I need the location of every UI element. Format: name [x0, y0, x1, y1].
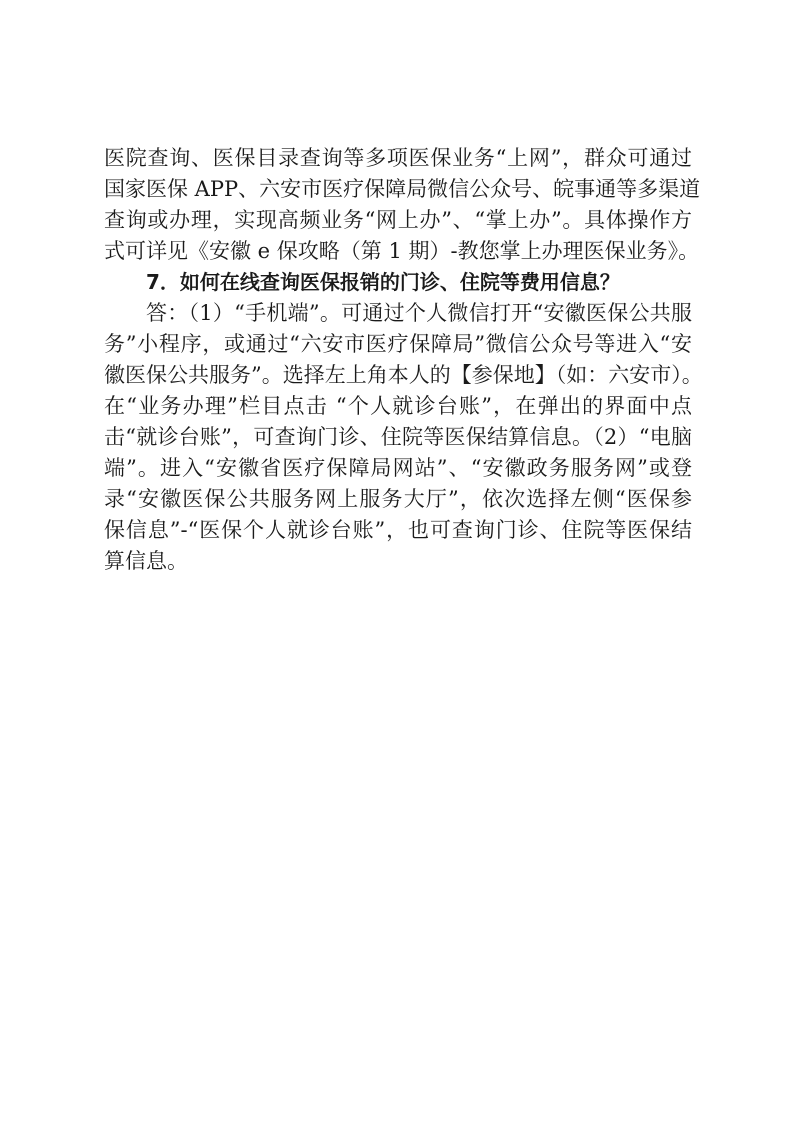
- paragraph-online-services: [104, 143, 701, 267]
- text-line: 查询或办理，实现高频业务“网上办”、“掌上办”。具体操作方: [104, 208, 692, 232]
- text-line: 击“就诊台账”，可查询门诊、住院等医保结算信息。（2）“电脑: [104, 425, 692, 449]
- document-body: [104, 143, 703, 577]
- text-line: 录“安徽医保公共服务网上服务大厅”，依次选择左侧“医保参: [104, 487, 692, 511]
- text-line: 国家医保 APP、六安市医疗保障局微信公众号、皖事通等多渠道: [104, 177, 701, 201]
- text-line: 保信息”-“医保个人就诊台账”，也可查询门诊、住院等医保结: [104, 518, 692, 542]
- text-line: 徽医保公共服务”。选择左上角本人的【参保地】（如：六安市）。: [104, 363, 703, 387]
- text-line: 医院查询、医保目录查询等多项医保业务“上网”，群众可通过: [104, 146, 692, 170]
- text-line: 端”。进入“安徽省医疗保障局网站”、“安徽政务服务网”或登: [104, 456, 692, 480]
- text-line: 务”小程序，或通过“六安市医疗保障局”微信公众号等进入“安: [104, 332, 692, 356]
- paragraph-answer: [104, 298, 703, 577]
- text-line: 算信息。: [104, 549, 188, 573]
- text-line: 答：（1）“手机端”。可通过个人微信打开“安徽医保公共服: [146, 301, 692, 325]
- question-heading: 7．如何在线查询医保报销的门诊、住院等费用信息？: [146, 270, 620, 294]
- text-line: 在“业务办理”栏目点击 “个人就诊台账”，在弹出的界面中点: [104, 394, 692, 418]
- text-line: 式可详见《安徽 e 保攻略（第 1 期）-教您掌上办理医保业务》。: [104, 239, 700, 263]
